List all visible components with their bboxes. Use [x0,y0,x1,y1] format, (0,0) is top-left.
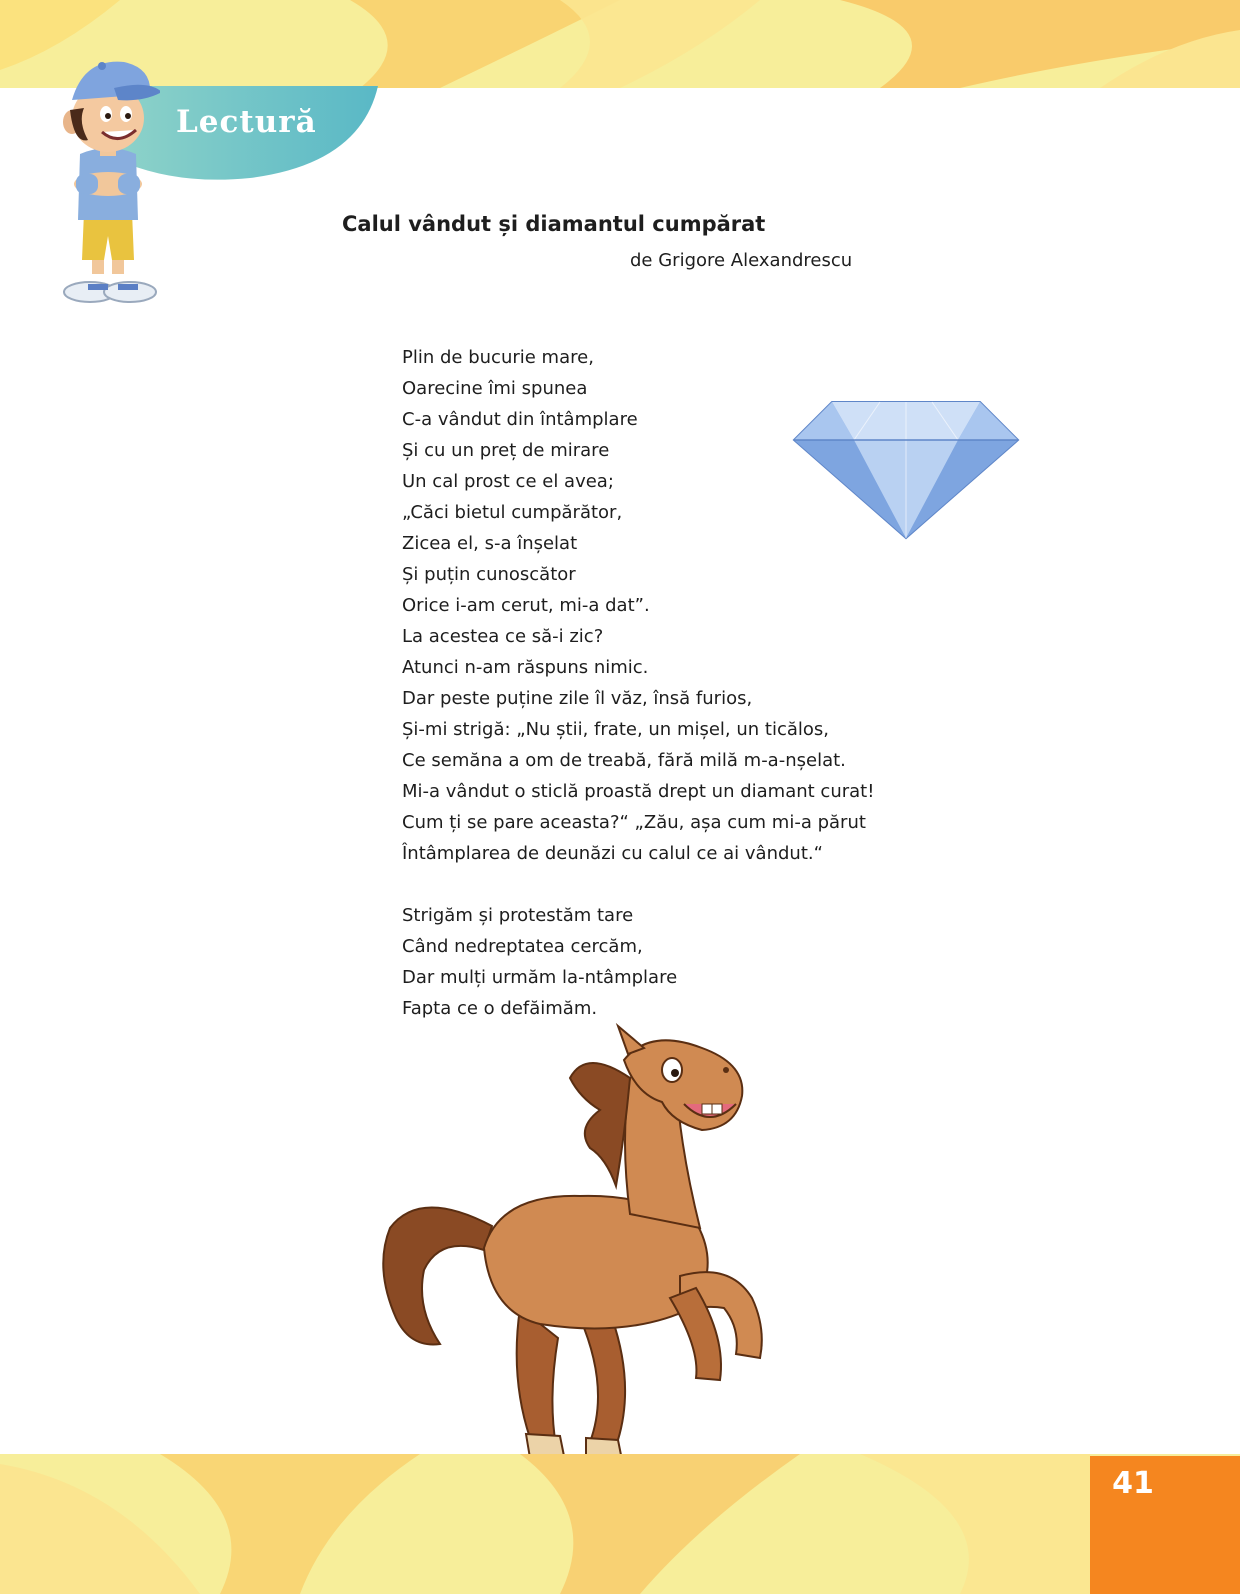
poem-line: Atunci n-am răspuns nimic. [402,657,649,678]
poem-line: Fapta ce o defăimăm. [402,998,598,1019]
page-number: 41 [1112,1466,1154,1501]
top-decorative-band [0,0,1240,88]
poem-line: Un cal prost ce el avea; [402,471,614,492]
bottom-decorative-band [0,1454,1240,1594]
poem-line: Dar mulți urmăm la-ntâmplare [402,967,678,988]
poem-line: Dar peste puține zile îl văz, însă furios, [402,688,753,709]
poem-line: Oarecine îmi spunea [402,378,588,399]
boy-with-cap-icon [44,52,160,310]
poem-line: Și puțin cunoscător [402,564,576,585]
poem-line: Mi-a vândut o sticlă proastă drept un diamant curat! [402,781,875,802]
poem-line: Și cu un preț de mirare [402,440,610,461]
poem-line: Orice i-am cerut, mi-a dat”. [402,595,650,616]
poem-author: de Grigore Alexandrescu [630,250,853,271]
page-number-box [1090,1456,1240,1594]
poem-line: Zicea el, s-a înșelat [402,533,578,554]
poem-line: La acestea ce să-i zic? [402,626,604,647]
poem-line: Întâmplarea de deunăzi cu calul ce ai vândut.“ [402,843,823,864]
horse-icon [380,1018,800,1468]
diamond-icon [792,398,1020,540]
poem-line: Cum ți se pare aceasta?“ „Zău, așa cum mi-a părut [402,812,866,833]
poem-line: „Căci bietul cumpărător, [402,502,623,523]
poem-line: Strigăm și protestăm tare [402,905,634,926]
poem-line: Când nedreptatea cercăm, [402,936,643,957]
poem-line: Ce semăna a om de treabă, fără milă m-a-nșelat. [402,750,846,771]
section-label: Lectură [176,104,317,140]
poem-line: Plin de bucurie mare, [402,347,594,368]
poem-line: C-a vândut din întâmplare [402,409,638,430]
poem-line: Și-mi strigă: „Nu știi, frate, un mișel, un ticălos, [402,719,830,740]
poem-title: Calul vândut și diamantul cumpărat [342,212,766,236]
